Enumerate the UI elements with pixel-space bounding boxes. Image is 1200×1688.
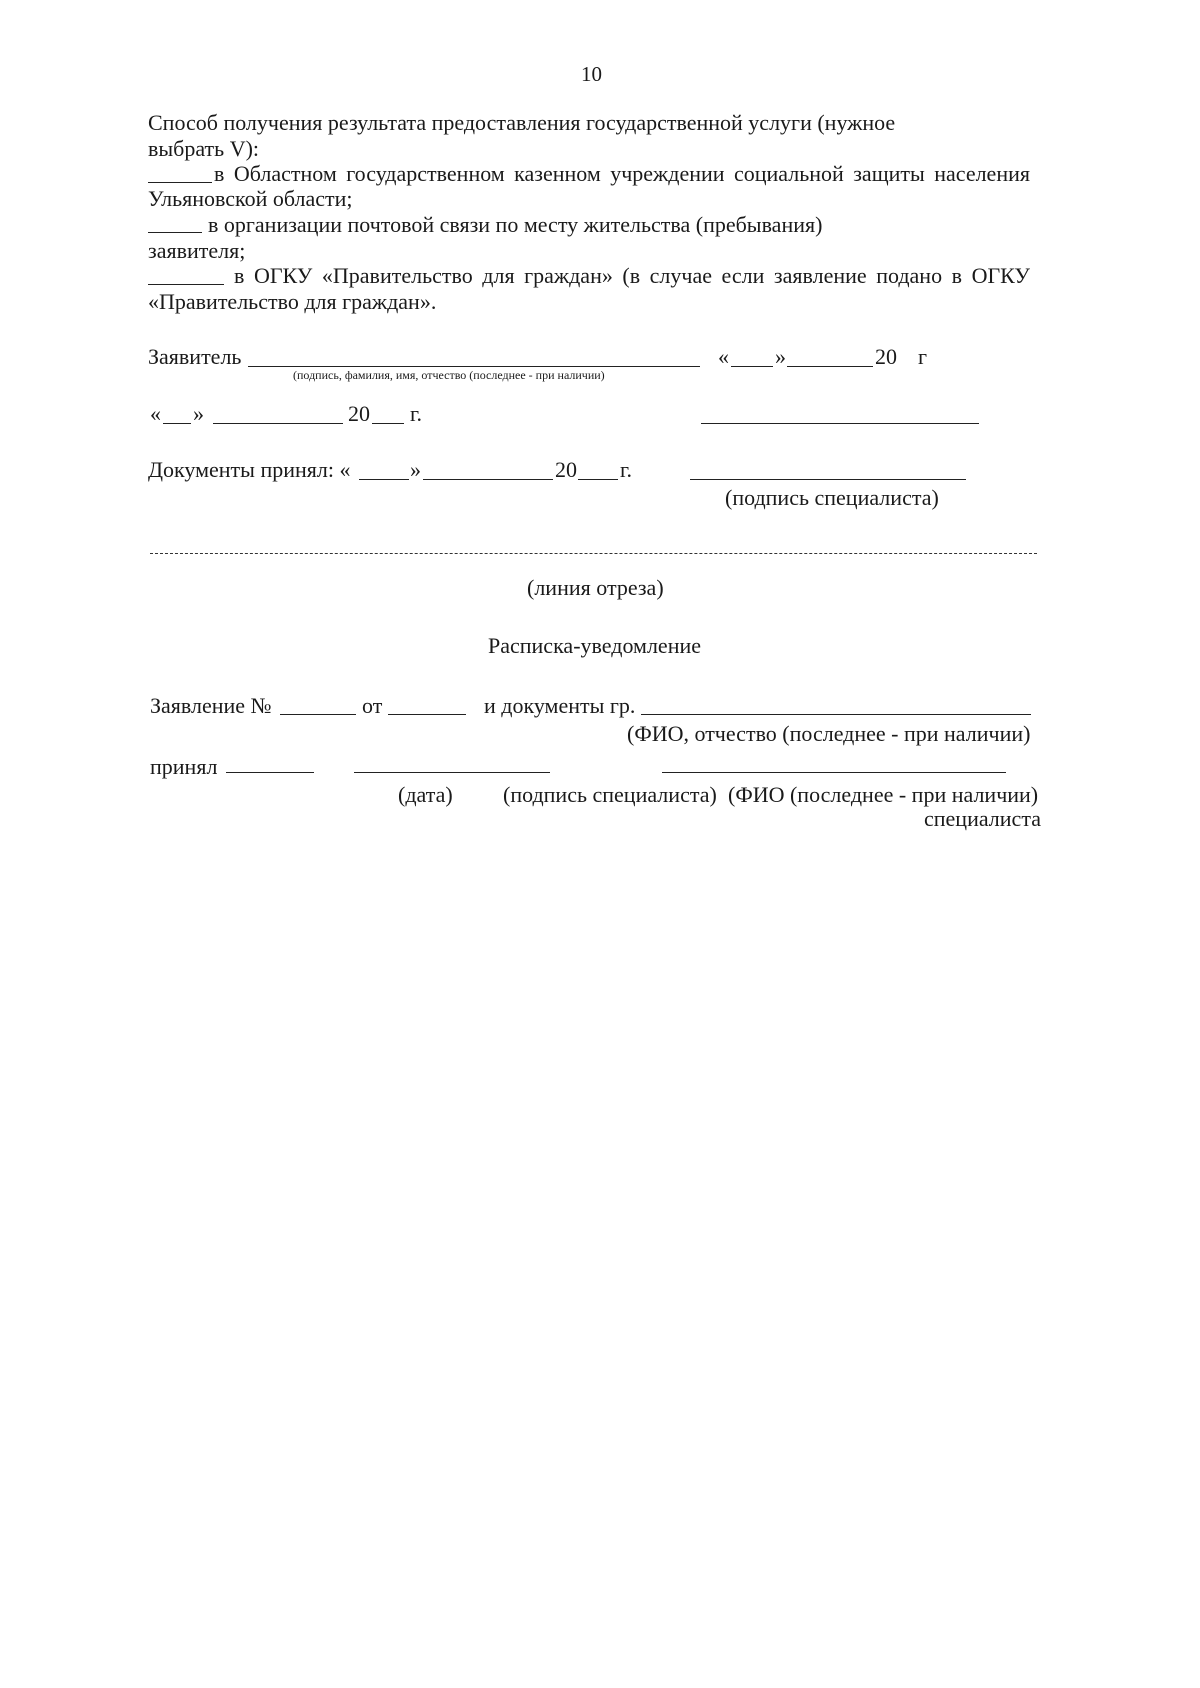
receipt-specialist-caption: специалиста [924,806,1041,831]
applicant-year-prefix: 20 [875,344,897,369]
applicant-date-quote-open: « [718,344,729,369]
applicant-date-quote-close: » [775,344,786,369]
date-month-blank[interactable] [213,423,343,424]
accepted-year-blank[interactable] [578,479,618,480]
option2-line2: заявителя; [148,238,246,263]
receipt-accepted-label: принял [150,754,218,779]
receipt-date-line[interactable] [226,772,314,773]
applicant-label: Заявитель [148,344,242,369]
accepted-year-prefix: 20 [555,457,577,482]
accepted-signature-line[interactable] [690,479,966,480]
receipt-from-label: от [362,693,383,718]
accepted-label: Документы принял: « [148,457,351,482]
applicant-day-blank[interactable] [731,366,773,367]
method-intro-line2: выбрать V): [148,136,260,161]
applicant-month-blank[interactable] [787,366,873,367]
option3-blank[interactable] [148,284,224,285]
receipt-date-caption: (дата) [398,782,453,807]
receipt-fio-caption: (ФИО, отчество (последнее - при наличии) [627,721,1031,746]
option1-blank[interactable] [148,182,212,183]
receipt-from-date-blank[interactable] [388,714,466,715]
receipt-specialist-fio-caption: (ФИО (последнее - при наличии) [728,782,1039,807]
receipt-signature-line[interactable] [354,772,550,773]
cut-line [150,553,1037,554]
receipt-signature-caption: (подпись специалиста) [503,782,717,807]
accepted-month-blank[interactable] [423,479,553,480]
option2-blank[interactable] [148,232,202,233]
applicant-year-suffix: г [918,344,928,369]
date-year-prefix: 20 [348,401,370,426]
accepted-year-suffix: г. [620,457,633,482]
receipt-application-label: Заявление № [150,693,272,718]
receipt-specialist-fio-line[interactable] [662,772,1006,773]
receipt-documents-label: и документы гр. [484,693,636,718]
receipt-title: Расписка-уведомление [488,633,702,658]
accepted-quote-close: » [410,457,421,482]
option1-line2: Ульяновской области; [148,186,353,211]
date-year-blank[interactable] [372,423,404,424]
option1-line1: в Областном государственном казенном учреждении социальной защиты населения [214,161,1030,186]
date-year-suffix: г. [410,401,423,426]
accepted-signature-caption: (подпись специалиста) [725,485,939,510]
option3-line2: «Правительство для граждан». [148,289,437,314]
date-signature-line[interactable] [701,423,979,424]
cut-line-caption: (линия отреза) [527,575,664,600]
date-quote-open: « [150,401,161,426]
option2-line1: в организации почтовой связи по месту жительства (пребывания) [208,212,823,237]
receipt-application-number-blank[interactable] [280,714,356,715]
accepted-day-blank[interactable] [359,479,409,480]
option3-line1: в ОГКУ «Правительство для граждан» (в случае если заявление подано в ОГКУ [234,263,1030,288]
applicant-signature-caption: (подпись, фамилия, имя, отчество (последнее - при наличии) [293,368,605,382]
date-day-blank[interactable] [163,423,191,424]
applicant-signature-line[interactable] [248,366,700,367]
receipt-fio-line[interactable] [641,714,1031,715]
date-quote-close: » [193,401,204,426]
page-number: 10 [581,62,602,86]
method-intro-line1: Способ получения результата предоставления государственной услуги (нужное [148,110,896,135]
